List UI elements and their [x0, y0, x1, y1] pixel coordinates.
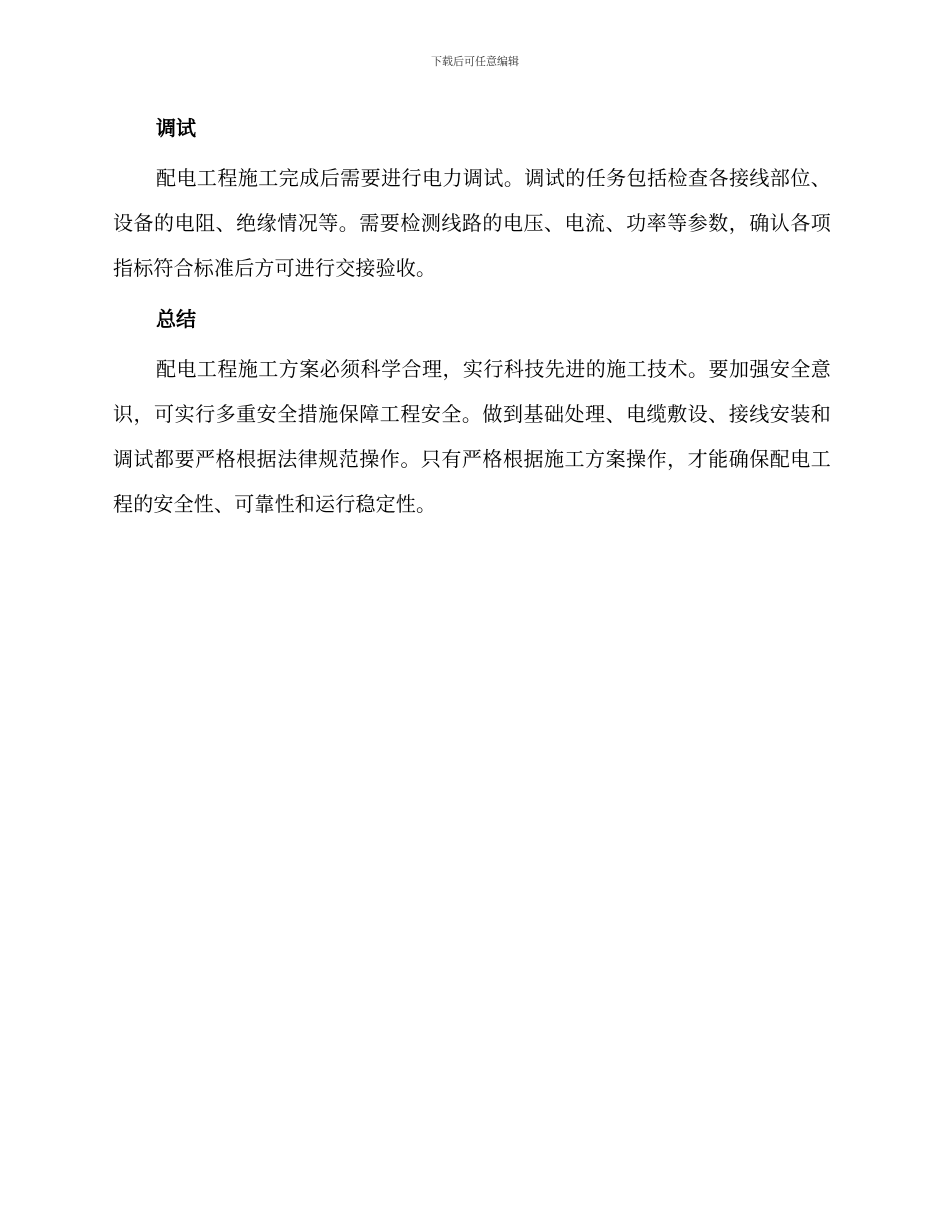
section-heading: 总结 — [156, 307, 196, 331]
section-paragraph: 配电工程施工完成后需要进行电力调试。调试的任务包括检查各接线部位、设备的电阻、绝缘情况等。需要检测线路的电压、电流、功率等参数，确认各项指标符合标准后方可进行交接验收。 — [113, 166, 831, 280]
page-header: 下载后可任意编辑 — [431, 55, 519, 68]
section-debugging — [113, 112, 831, 291]
section-heading: 调试 — [156, 116, 196, 140]
section-paragraph: 配电工程施工方案必须科学合理，实行科技先进的施工技术。要加强安全意识，可实行多重安全措施保障工程安全。做到基础处理、电缆敷设、接线安装和调试都要严格根据法律规范操作。只有严格根据施工方案操作，才能确保配电工程的安全性、可靠性和运行稳定性。 — [113, 357, 831, 516]
section-summary — [113, 303, 831, 527]
document-body — [113, 112, 831, 539]
